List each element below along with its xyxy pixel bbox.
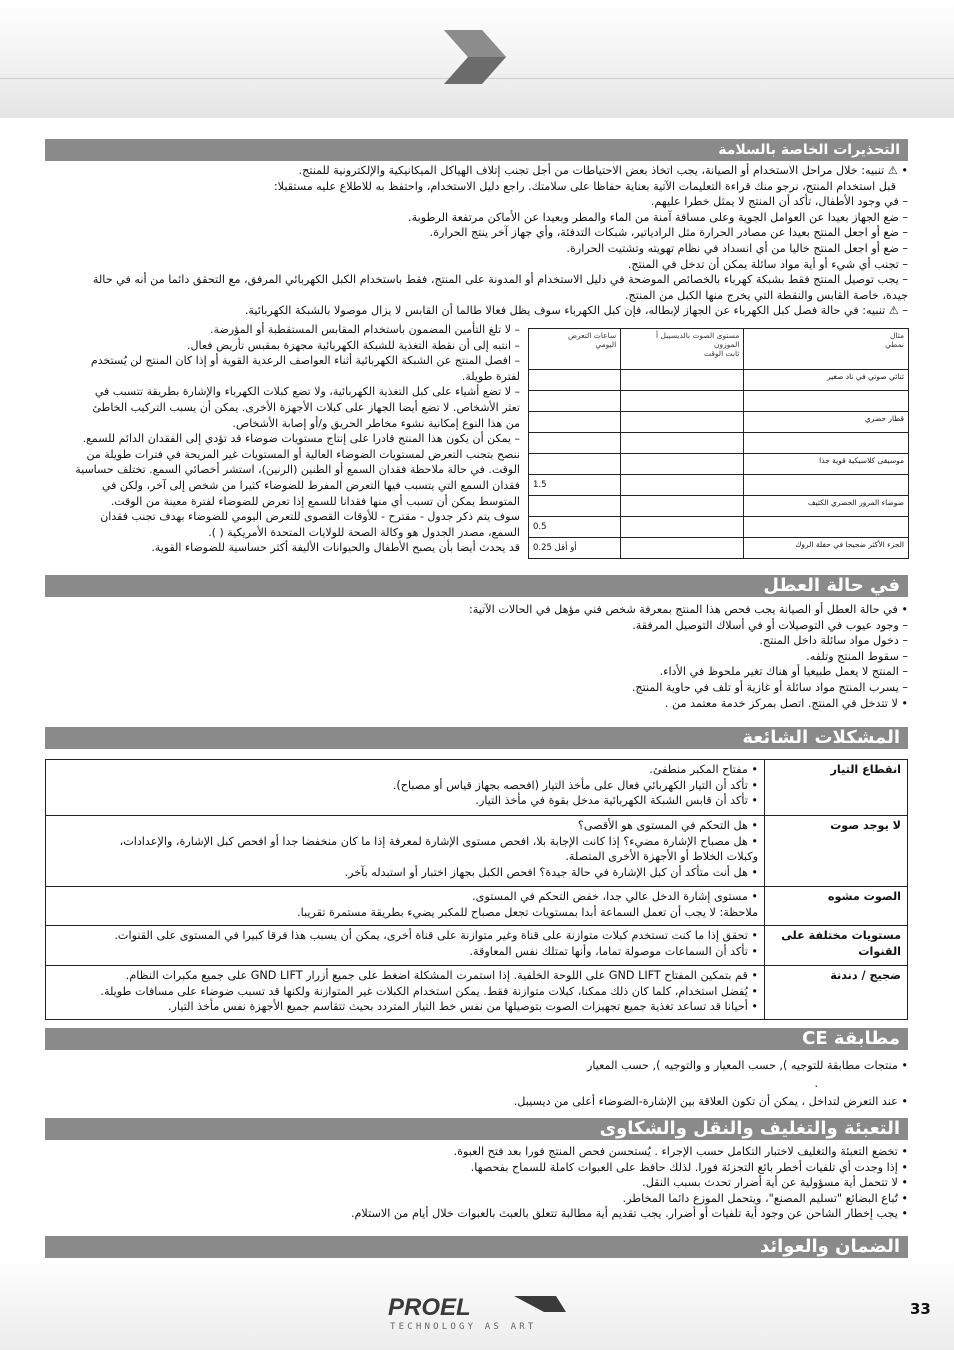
- safety-col-line: الوقت. في حالة ملاحظة فقدان السمع أو الطنين (الرنين)، استشر أخصائي السمع. تختلف حساسية: [75, 463, 520, 477]
- problem-remedy: [46, 816, 765, 887]
- remedy-line: • قم بتمكين المفتاح GND LIFT على اللوحة الخلفية. إذا استمرت المشكلة اضغط على جميع أزرار GND LIFT على جميع مكبرات النظام.: [125, 969, 758, 982]
- safety-col-line: سوف يتم ذكر جدول - مقترح - للأوقات القصوى للتعرض اليومي للضوضاء بهدف تجنب فقدان: [100, 510, 520, 524]
- table-cell: [744, 517, 909, 538]
- table-cell: [621, 538, 744, 559]
- logo-tagline: TECHNOLOGY AS ART: [390, 1322, 537, 1332]
- packing-line: • يجب إخطار الشاحن عن وجود أية تلفيات أو أضرار. يجب تقديم أية مطالبة تتعلق بالعبث بالعبوات خلال أيام من الاستلام.: [350, 1207, 908, 1221]
- remedy-line: • مستوى إشارة الدخل عالي جدا، خفض التحكم في المستوى.: [472, 890, 758, 903]
- safety-text: [45, 163, 908, 319]
- safety-col-line: – افصل المنتج عن الشبكة الكهربائية أثناء العواصف الرعدية القوية أو إذا كان المنتج لن يُستخدم: [90, 354, 520, 368]
- table-row: [529, 475, 909, 496]
- table-cell: [744, 391, 909, 412]
- logo-brand: PROEL: [388, 1294, 471, 1321]
- problems-table: [45, 759, 908, 1020]
- safety-line: – ⚠ تنبيه: في حالة فصل كبل الكهرباء عن الجهاز لإبطاله، فإن كبل الكهرباء سوف يظل فعالا طالما أن القابس لا يزال موصولا بالشبكة الكهربائية.: [244, 304, 908, 318]
- table-cell: الجزء الأكثر ضجيجا في حفلة الروك: [744, 538, 909, 559]
- chevron-arrow-icon: [440, 28, 510, 86]
- safety-line: • ⚠ تنبيه: خلال مراحل الاستخدام أو الصيانة، يجب اتخاذ بعض الاحتياطات من أجل تجنب إتلاف الهياكل الميكانيكية والإلكترونية للمنتج.: [298, 164, 908, 177]
- ce-line: • عند التعرض لتداخل ، يمكن أن تكون العلاقة بين الإشارة-الضوضاء أعلى من ديسيبل.: [513, 1095, 908, 1108]
- table-cell: [621, 517, 744, 538]
- table-cell: 1.5: [529, 475, 621, 496]
- safety-col-line: – لا تلغ التأمين المضمون باستخدام المقابس المستقطبة أو المؤرضة.: [210, 323, 520, 336]
- remedy-line: • تحقق إذا ما كنت تستخدم كبلات متوازنة على قناة وغير متوازنة على قناة أخرى، يمكن أن يسبب هذا فرقا كبيرا في المستوى على القنوات.: [114, 929, 758, 942]
- failure-line: – دخول مواد سائلة داخل المنتج.: [759, 634, 908, 648]
- problem-remedy: [46, 887, 765, 926]
- safety-col-line: – انتبه إلى أن نقطة التغذية للشبكة الكهربائية مجهزة بمقبس تأريض فعال.: [187, 338, 520, 352]
- remedy-line: • يُفضل استخدام، كلما كان ذلك ممكنا، كبلات متوازنة فقط. يمكن استخدام الكبلات غير المتوازنة ولكنها قد تسبب ضوضاء على مسافات طويلة.: [100, 984, 758, 998]
- problem-label: لا يوجد صوت: [765, 816, 908, 887]
- safety-col-line: من هذا النوع إمكانية نشوء مخاطر الحريق و/أو إصابة الأشخاص.: [232, 416, 520, 430]
- table-cell: ضوضاء المرور الحضري الكثيف: [744, 496, 909, 517]
- problem-label: مستويات مختلفة على القنوات: [765, 926, 908, 966]
- problem-label: الصوت مشوه: [765, 887, 908, 926]
- remedy-line: • أحيانا قد تساعد تغذية جميع تجهيزات الصوت بتوصيلها من نفس خط التيار المتردد بحيث تتقاسم جميع الأجهزة نفس مأخذ التيار.: [167, 1000, 758, 1014]
- problem-label: انقطاع التيار: [765, 760, 908, 816]
- table-row: [46, 887, 908, 926]
- table-header-hours: ساعات التعرض اليومي: [529, 329, 621, 370]
- remedy-line: • تأكد أن قابس الشبكة الكهربائية مدخل بقوة في مأخذ التيار.: [475, 794, 758, 808]
- table-row: [529, 370, 909, 391]
- packing-line: • إذا وجدت أي تلفيات أخطر بائع التجزئة فورا. لذلك حافظ على العبوات كاملة للسماح بفحصها.: [470, 1160, 908, 1174]
- safety-line: – ضع الجهاز بعيدا عن العوامل الجوية وعلى مسافة آمنة من الماء والمطر وبعيدا عن الأماكن مرتفعة الرطوبة.: [408, 210, 908, 224]
- remedy-line: • تأكد أن التيار الكهربائي فعال على مأخذ التيار (افحصه بجهاز قياس أو مصباح).: [392, 778, 758, 792]
- failure-text: [45, 602, 908, 711]
- safety-col-line: فقدان السمع التي يتسبب فيها التعرض المفرط للضوضاء كثيرا من شخص إلى آخر، ولكن في: [101, 478, 520, 492]
- table-cell: [621, 454, 744, 475]
- table-cell: [744, 475, 909, 496]
- section-title-packing: التعبئة والتغليف والنقل والشكاوى: [45, 1118, 908, 1140]
- table-row: [529, 517, 909, 538]
- safety-col-line: – يمكن أن يكون هذا المنتج قادرا على إنتاج مستويات ضوضاء قد تؤدي إلى الفقدان الدائم للسمع.: [82, 432, 520, 446]
- table-row: [46, 966, 908, 1020]
- table-row: [529, 496, 909, 517]
- table-cell: [621, 370, 744, 391]
- safety-line: جيدة، خاصة القابس والنقطة التي يخرج منها الكبل من المنتج.: [624, 288, 908, 302]
- safety-column-text: [45, 322, 520, 556]
- safety-line: – ضع أو اجعل المنتج خاليا من أي انسداد في نظام تهويته وتشتيت الحرارة.: [566, 241, 908, 255]
- table-cell: [621, 391, 744, 412]
- problem-remedy: [46, 966, 765, 1020]
- safety-col-line: – لا تضع أشياء على كبل التغذية الكهربائية، ولا تضع كبلات الكهرباء والإشارة بطريقة تتسبب في: [94, 385, 520, 399]
- packing-line: • تخضع التعبئة والتغليف لاختبار التكامل حسب الإجراء . يُستحسن فحص المنتج فورا بعد فتح العبوة.: [453, 1145, 908, 1158]
- safety-col-line: لفترة طويلة.: [461, 369, 520, 383]
- safety-line: قبل استخدام المنتج، نرجو منك قراءة التعليمات الآتية بعناية حفاظا على سلامتك. راجع دليل الاستخدام، واحتفظ به للاطلاع عليه مستقبلا:: [273, 179, 896, 193]
- remedy-line: • مفتاح المكبر منطفئ.: [649, 763, 758, 776]
- table-cell: [529, 454, 621, 475]
- section-title-failure: في حالة العطل: [45, 575, 908, 597]
- table-row: [529, 538, 909, 559]
- failure-line: – سقوط المنتج وتلفه.: [806, 649, 908, 663]
- table-cell: 0.5: [529, 517, 621, 538]
- safety-col-line: السمع، مصدر الجدول هو وكالة الصحة للولايات المتحدة الأمريكية ( ).: [208, 525, 520, 539]
- table-header-db: مستوى الصوت بالديسيبل أ الموزون ثابت الوقت: [621, 329, 744, 370]
- packing-line: • لا تتحمل أية مسؤولية عن أية أضرار تحدث بسبب النقل.: [642, 1176, 908, 1190]
- table-cell: [744, 433, 909, 454]
- problem-remedy: [46, 926, 765, 966]
- table-cell: [621, 475, 744, 496]
- ce-line: .: [814, 1077, 818, 1090]
- ce-text: [45, 1057, 908, 1111]
- safety-col-line: ننصح بتجنب التعرض لمستويات الضوضاء العالية أو المستويات غير المريحة في فترات طويلة من: [86, 447, 520, 461]
- table-cell: قطار حضري: [744, 412, 909, 433]
- table-cell: [529, 433, 621, 454]
- table-row: [529, 454, 909, 475]
- noise-exposure-table: [528, 328, 909, 559]
- remedy-line: وكبلات الخلاط أو الأجهزة الأخرى المتصلة.: [565, 850, 758, 864]
- packing-line: • تُباع البضائع "تسليم المصنع"، ويتحمل الموزع دائما المخاطر.: [622, 1191, 908, 1205]
- table-row: [529, 391, 909, 412]
- table-row: [529, 433, 909, 454]
- table-cell: [529, 370, 621, 391]
- table-cell: 0.25 أو أقل: [529, 538, 621, 559]
- failure-line: • في حالة العطل أو الصيانة يجب فحص هذا المنتج بمعرفة شخص فني مؤهل في الحالات الآتية:: [469, 603, 908, 616]
- safety-col-line: المتوسط يمكن أن تسبب أي منها فقدانا للسمع إذا تعرض للضوضاء لفترة معينة من الوقت.: [110, 494, 520, 508]
- table-cell: [621, 412, 744, 433]
- table-cell: ثنائي صوتي في ناد صغير: [744, 370, 909, 391]
- table-cell: [621, 433, 744, 454]
- safety-col-line: تعثر الأشخاص. لا تضع أيضا الجهاز على كبلات الأجهزة الأخرى. يمكن أن يسبب التركيب الخاطئ: [92, 400, 520, 414]
- table-cell: [621, 496, 744, 517]
- remedy-line: • هل التحكم في المستوى هو الأقصى؟: [577, 819, 758, 832]
- remedy-line: • تأكد أن السماعات موصولة تماما، وأنها تمتلك نفس المعاوقة.: [469, 944, 758, 958]
- failure-line: – المنتج لا يعمل طبيعيا أو هناك تغير ملحوظ في الأداء.: [659, 665, 908, 679]
- ce-line: • منتجات مطابقة للتوجيه ), حسب المعيار و والتوجيه ), حسب المعيار: [586, 1059, 908, 1072]
- safety-line: – في وجود الأطفال، تأكد أن المنتج لا يمثل خطرا عليهم.: [650, 195, 908, 209]
- failure-line: – وجود عيوب في التوصيلات أو في أسلاك التوصيل المرفقة.: [632, 618, 908, 632]
- safety-col-line: قد يحدث أيضا بأن يصبح الأطفال والحيوانات الأليفة أكثر حساسية للضوضاء القوية.: [151, 541, 520, 555]
- safety-line: – تجنب أي شيء أو أية مواد سائلة يمكن أن تدخل في المنتج.: [627, 257, 908, 271]
- table-cell: [529, 391, 621, 412]
- remedy-line: ملاحظة: لا يجب أن تعمل السماعة أبدا بمستويات تجعل مصباح للمكبر يضيء بطريقة مستمرة تقريبا.: [297, 905, 758, 919]
- table-row: [46, 816, 908, 887]
- logo-swoosh: [514, 1296, 566, 1312]
- section-title-ce: مطابقة CE: [45, 1028, 908, 1050]
- failure-line: • لا تتدخل في المنتج. اتصل بمركز خدمة معتمد من .: [664, 696, 908, 710]
- table-header-example: مثال نمطي: [744, 329, 909, 370]
- table-cell: [529, 496, 621, 517]
- section-title-warranty: الضمان والعوائد: [45, 1236, 908, 1258]
- table-cell: [529, 412, 621, 433]
- safety-line: – يجب توصيل المنتج فقط بشبكة كهرباء بالخصائص الموضحة في دليل الاستخدام أو المدونة على المنتج، فقط باستخدام الكبل الكهربائي المرفق، مع التحقق دائما من أنه في حالة: [92, 273, 908, 287]
- table-row: [46, 760, 908, 816]
- remedy-line: • هل أنت متأكد أن كبل الإشارة في حالة جيدة؟ افحص الكبل بجهاز اختبار أو استبدله بآخر.: [344, 865, 758, 879]
- table-row: [46, 926, 908, 966]
- proel-logo: [386, 1292, 571, 1332]
- problem-label: ضجيج / دندنة: [765, 966, 908, 1020]
- table-cell: موسيقى كلاسيكية قوية جدا: [744, 454, 909, 475]
- section-title-safety: التحذيرات الخاصة بالسلامة: [45, 139, 908, 161]
- section-title-problems: المشكلات الشائعة: [45, 727, 908, 749]
- table-row: [529, 412, 909, 433]
- remedy-line: • هل مصباح الإشارة مضيء؟ إذا كانت الإجابة بلا، افحص مستوى الإشارة لمعرفة إذا ما كان منخفضا جدا أو افحص كبل الإشارة، والإعدادات،: [119, 834, 758, 848]
- packing-text: [45, 1144, 908, 1222]
- safety-line: – ضع أو اجعل المنتج بعيدا عن مصادر الحرارة مثل الرادياتير، شبكات التدفئة، وأي جهاز آخر ينتج الحرارة.: [429, 226, 908, 240]
- problem-remedy: [46, 760, 765, 816]
- failure-line: – يسرب المنتج مواد سائلة أو غازية أو تلف في حاوية المنتج.: [631, 680, 908, 694]
- page-number: 33: [910, 1300, 931, 1318]
